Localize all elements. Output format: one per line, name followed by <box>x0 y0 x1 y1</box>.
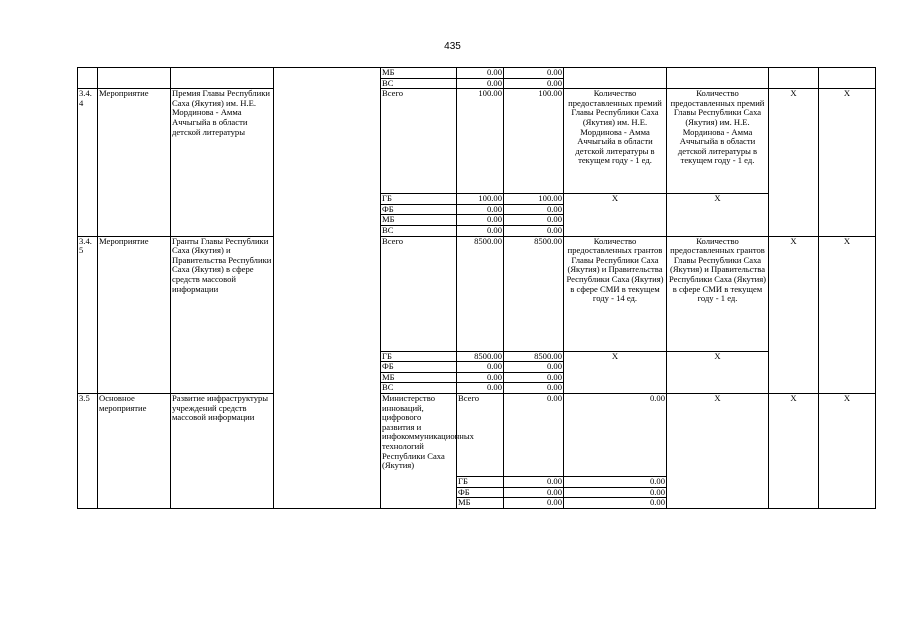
cell-responsible: Министерство инноваций, цифрового развития и инфокоммуникационных технологий Республики Саха (Якутия) <box>381 393 457 508</box>
cell-indicator-1: Количество предоставленных грантов Главы Республики Саха (Якутия) и Правительства Республики Саха (Якутия) в сфере СМИ в текущем году - 14 ед. <box>564 236 667 351</box>
cell-value-2: 0.00 <box>504 78 564 89</box>
cell-value-2: 0.00 <box>504 215 564 226</box>
cell-value-1: 100.00 <box>457 89 504 194</box>
cell-value-2: 0.00 <box>504 372 564 383</box>
cell-indicator-2: Количество предоставленных премий Главы Республики Саха (Якутия) им. Н.Е. Мординова - Амма Аччыгыйа в области детской литературы в текущем году - 1 ед. <box>667 89 769 194</box>
cell-indicator-1: X <box>564 194 667 236</box>
cell-source: ФБ <box>457 487 504 498</box>
cell-x3: X <box>819 393 876 508</box>
cell-source: Всего <box>457 393 504 476</box>
cell-value-1: 0.00 <box>457 383 504 394</box>
cell-value-1: 0.00 <box>457 68 504 79</box>
cell-value-1: 8500.00 <box>457 351 504 362</box>
cell-indicator-2 <box>667 68 769 89</box>
cell-value-2: 8500.00 <box>504 351 564 362</box>
cell-num <box>78 68 98 89</box>
cell-value-1: 0.00 <box>504 487 564 498</box>
cell-indicator-2: Количество предоставленных грантов Главы Республики Саха (Якутия) и Правительства Республики Саха (Якутия) в сфере СМИ в текущем году - 1 ед. <box>667 236 769 351</box>
cell-value-1: 0.00 <box>504 393 564 476</box>
cell-value-2: 8500.00 <box>504 236 564 351</box>
cell-value-1: 100.00 <box>457 194 504 205</box>
cell-x3: X <box>769 89 819 236</box>
cell-source: МБ <box>381 68 457 79</box>
cell-indicator-2: X <box>667 351 769 393</box>
cell-indicator-1 <box>564 68 667 89</box>
cell-source: ГБ <box>381 351 457 362</box>
cell-indicator-1: X <box>564 351 667 393</box>
cell-num: 3.5 <box>78 393 98 508</box>
table-row <box>78 68 876 79</box>
cell-source: ГБ <box>457 476 504 487</box>
cell-value-2: 0.00 <box>504 204 564 215</box>
cell-source: МБ <box>381 215 457 226</box>
cell-source: ВС <box>381 225 457 236</box>
cell-indicator-1: Количество предоставленных премий Главы Республики Саха (Якутия) им. Н.Е. Мординова - Амма Аччыгыйа в области детской литературы в текущем году - 1 ед. <box>564 89 667 194</box>
cell-value-2: 0.00 <box>504 225 564 236</box>
cell-value-1: 0.00 <box>457 204 504 215</box>
cell-value-2: 0.00 <box>564 393 667 476</box>
cell-responsible <box>274 68 381 509</box>
budget-table <box>77 67 876 509</box>
cell-value-1: 8500.00 <box>457 236 504 351</box>
cell-source: ФБ <box>381 362 457 373</box>
cell-source: ВС <box>381 78 457 89</box>
cell-value-1: 0.00 <box>457 372 504 383</box>
cell-value-1: 0.00 <box>457 362 504 373</box>
cell-value-2: 0.00 <box>504 383 564 394</box>
cell-indicator-2: X <box>667 194 769 236</box>
table-row <box>78 236 876 351</box>
cell-num: 3.4. 4 <box>78 89 98 236</box>
cell-value-1: 0.00 <box>457 215 504 226</box>
cell-type: Мероприятие <box>98 236 171 393</box>
cell-name <box>171 68 274 89</box>
cell-x4: X <box>819 236 876 393</box>
cell-x3: X <box>769 236 819 393</box>
cell-num: 3.4. 5 <box>78 236 98 393</box>
cell-name: Премия Главы Республики Саха (Якутия) им. Н.Е. Мординова - Амма Аччыгыйа в области детской литературы <box>171 89 274 236</box>
cell-type: Мероприятие <box>98 89 171 236</box>
cell-value-1: 0.00 <box>457 78 504 89</box>
cell-source: МБ <box>381 372 457 383</box>
cell-indicator-2: X <box>769 393 819 508</box>
cell-name: Гранты Главы Республики Саха (Якутия) и Правительства Республики Саха (Якутия) в сфере средств массовой информации <box>171 236 274 393</box>
cell-source: ГБ <box>381 194 457 205</box>
cell-indicator-1: X <box>667 393 769 508</box>
cell-x4: X <box>819 89 876 236</box>
table-row <box>78 393 876 476</box>
cell-x3 <box>769 68 819 89</box>
cell-type: Основное мероприятие <box>98 393 171 508</box>
cell-value-1: 0.00 <box>457 225 504 236</box>
cell-source: МБ <box>457 498 504 509</box>
cell-source: ВС <box>381 383 457 394</box>
cell-name: Развитие инфраструктуры учреждений средств массовой информации <box>171 393 274 508</box>
cell-value-1: 0.00 <box>504 498 564 509</box>
cell-value-2: 100.00 <box>504 89 564 194</box>
cell-value-2: 0.00 <box>504 362 564 373</box>
cell-source: Всего <box>381 89 457 194</box>
cell-value-2: 0.00 <box>564 487 667 498</box>
cell-value-2: 0.00 <box>504 68 564 79</box>
cell-source: ФБ <box>381 204 457 215</box>
page-number: 435 <box>444 41 461 52</box>
cell-type <box>98 68 171 89</box>
cell-value-2: 0.00 <box>564 476 667 487</box>
cell-x4 <box>819 68 876 89</box>
cell-value-2: 0.00 <box>564 498 667 509</box>
cell-value-1: 0.00 <box>504 476 564 487</box>
cell-source: Всего <box>381 236 457 351</box>
table-row <box>78 89 876 194</box>
cell-value-2: 100.00 <box>504 194 564 205</box>
